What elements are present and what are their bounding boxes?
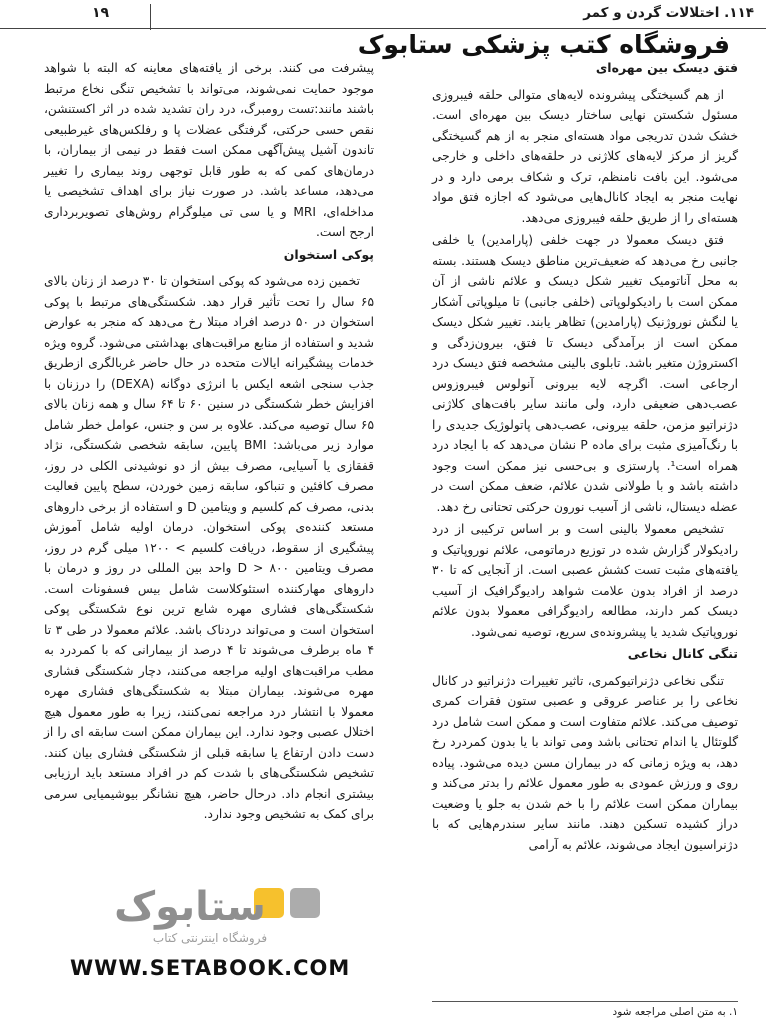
paragraph: تنگی نخاعی دژنراتیوکمری، تاثیر تغییرات دژنراتیو در کانال نخاعی را بر عناصر عروقی و عصبی ستون فقرات کمری توصیف می‌کند. علائم متفاوت است و ممکن است شامل درد گلوتئال یا اندام تحتانی باشد ومی تواند با یا بدون کمردرد رخ دهد، به ویژه زمانی که در بیماران مسن دیده می‌شود. پیاده روی و ورزش عمودی به طور معمول علائم را بدتر می‌کند و بیماران ممکن است علائم را با خم شدن به جلو یا وضعیت دراز کشیده تسکین دهند. مانند سایر سندرم‌هایی که با دژنراسیون ایجاد می‌شوند، علائم به آرامی: [432, 673, 738, 852]
left-column: [44, 58, 374, 827]
header-divider: [150, 4, 151, 30]
heading-spinal-stenosis: تنگی کانال نخاعی: [627, 646, 738, 661]
footnote: ۱. به متن اصلی مراجعه شود: [612, 1006, 738, 1018]
store-banner: فروشگاه کتب پزشکی ستابوک: [357, 30, 730, 59]
chapter-title: ۱۱۴. اختلالات گردن و کمر: [583, 5, 754, 21]
footnote-rule: [432, 1001, 738, 1002]
paragraph: فتق دیسک معمولا در جهت خلفی (پارامدین) یا خلفی جانبی رخ می‌دهد که ضعیف‌ترین مناطق دیسک هستند. بسته به محل آناتومیک تغییر شکل دیسک و علائم ناشی از آن ممکن است با رادیکولوپاتی (خلفی جانبی) تا میلوپاتی آشکار یا لنگش نوروژنیک (پارامدین) تظاهر یابند. تغییر شکل دیسک ممکن است از برآمدگی دیسک تا فتق، بیرون‌زدگی و اکستروژن متغیر باشد. تابلوی بالینی مشخصه فتق دیسک درد ارجاعی است. اگرچه لایه بیرونی آنولوس فیبروزوس عصب‌دهی ضعیفی دارد، ولی مانند سایر بافت‌های کلاژنی دژنراتیو مزمن، حلقه بیرونی، عصب‌دهی پاتولوژیک جدیدی را با رنگ‌آمیزی مثبت برای ماده P نشان می‌دهد که با ایجاد درد همراه است¹. پارستزی و بی‌حسی نیز ممکن است وجود داشته باشد و با طولانی شدن علائم، ضعف ممکن است در عضله دیستال، ناشی از آسیب نورون حرکتی تحتانی رخ دهد.: [432, 233, 738, 514]
logo-shape: [290, 888, 320, 918]
right-column: [432, 56, 738, 857]
heading-disc-herniation: فتق دیسک بین مهره‌ای: [595, 60, 738, 75]
paragraph: پیشرفت می کنند. برخی از یافته‌های معاینه که البته با شواهد موجود حمایت نمی‌شوند، می‌تواند با تشخیص تنگی نخاع مرتبط باشند مانند:تست رومبرگ، درد ران تشدید شده در اثر اکستنشن، نقص حسی حرکتی، گرفتگی عضلات پا و رفلکس‌های غیرطبیعی تاندون آشیل پیش‌آگهی ممکن است فقط در نیمی از بیماران، با درمان‌های کمی که به طور قابل توجهی روند بیماری را تغییر می‌دهد، مساعد باشد. در صورت نیاز برای اهداف تشخیصی یا مداخله‌ای، MRI و یا سی تی میلوگرام روش‌های تصویربرداری ارجح است.: [44, 61, 374, 239]
logo-text: ستابوک: [114, 884, 266, 930]
header-rule: [0, 28, 766, 29]
paragraph: تخمین زده می‌شود که پوکی استخوان تا ۳۰ درصد از زنان بالای ۶۵ سال را تحت تأثیر قرار دهد. شکستگی‌های مرتبط با پوکی استخوان در ۵۰ درصد افراد مبتلا رخ می‌دهد که منجر به عوارض شدید و استفاده از منابع مراقبت‌های بهداشتی می‌شود. گروه ویژه خدمات پیشگیرانه ایالات متحده در حال حاضر غربالگری ازطریق جذب سنجی اشعه ایکس با انرژی دوگانه (DEXA) را درزنان با افزایش خطر شکستگی در سنین ۶۰ تا ۶۴ سال و همه زنان بالای ۶۵ سال توصیه می‌کند. علاوه بر سن و جنس، عوامل خطر شامل موارد زیر می‌باشد: BMI پایین، سابقه شخصی شکستگی، نژاد قفقازی یا آسیایی، مصرف بیش از دو نوشیدنی الکلی در روز، مصرف کافئین و تنباکو، سابقه زمین خوردن، سطح پایین فعالیت بدنی، مصرف کم کلسیم و ویتامین D و استفاده از برخی داروهای مستعد کننده‌ی پوکی استخوان. درمان اولیه شامل آموزش پیشگیری از سقوط، دریافت کلسیم > ۱۲۰۰ میلی گرم در روز، مصرف ویتامین D > ۸۰۰ واحد بین المللی در روز و درمان با داروهای مهارکننده استئوکلاست شامل بیس فسفونات است. شکستگی‌های فشاری مهره شایع ترین نوع شکستگی پوکی استخوان است و می‌تواند دردناک باشد. علائم معمولا در طی ۳ تا ۴ ماه برطرف می‌شوند تا ۴ درصد از بیمارانی که با کمردرد به مطب مراقبت‌های اولیه مراجعه می‌کنند، دچار شکستگی فشاری مهره می‌شوند. بیماران مبتلا به شکستگی‌های فشاری مهره معمولا با انتشار درد مراجعه نمی‌کنند، زیرا به طور معمول هیچ اختلال عصبی وجود ندارد. این بیماران ممکن است سابقه ای را از دست دادن ارتفاع یا سابقه قبلی از شکستگی فشاری بیان کنند. تشخیص شکستگی‌های با شدت کم در افراد مستعد باید ارزیابی بیشتری انجام داد. درحال حاضر، هیچ نشانگر بیوشیمیایی سرمی برای کمک به تشخیص وجود ندارد.: [44, 274, 375, 821]
page-header: [0, 0, 766, 32]
paragraph: از هم گسیختگی پیشرونده لایه‌های متوالی حلقه فیبروزی مسئول شکستن نهایی ساختار دیسک بین مهره‌ای است. خشک شدن تدریجی مواد هسته‌ای منجر به از هم گسیختگی گریز از مرکز لایه‌های کلاژنی در حلقه‌های داخلی و خارجی می‌شود. این بافت نامنظم، ترک و شکاف برمی دارد و در نهایت منجر به ایجاد کانال‌هایی می‌شود که اجازه فتق مواد هسته‌ای را از طریق حلقه فیبروزی می‌دهد.: [432, 87, 738, 225]
setabook-logo: [40, 870, 360, 960]
heading-osteoporosis: پوکی استخوان: [283, 246, 374, 262]
logo-subtext: فروشگاه اینترنتی کتاب: [152, 931, 268, 945]
paragraph: تشخیص معمولا بالینی است و بر اساس ترکیبی از درد رادیکولار گزارش شده در توزیع درماتومی، علائم نوروپاتیک و یافته‌های مثبت تست کشش عصبی است. از آنجایی که تا ۳۰ درصد از افراد بدون علامت شواهد رادیوگرافیک از آسیب دیسک کمر دارند، مطالعه رادیوگرافی معمولا بدون علائم نوروپاتیک شدید یا پیشرونده‌ی سریع، توصیه نمی‌شود.: [432, 522, 738, 639]
page-number: ۱۹: [92, 5, 110, 21]
watermark-url: WWW.SETABOOK.COM: [70, 956, 351, 980]
